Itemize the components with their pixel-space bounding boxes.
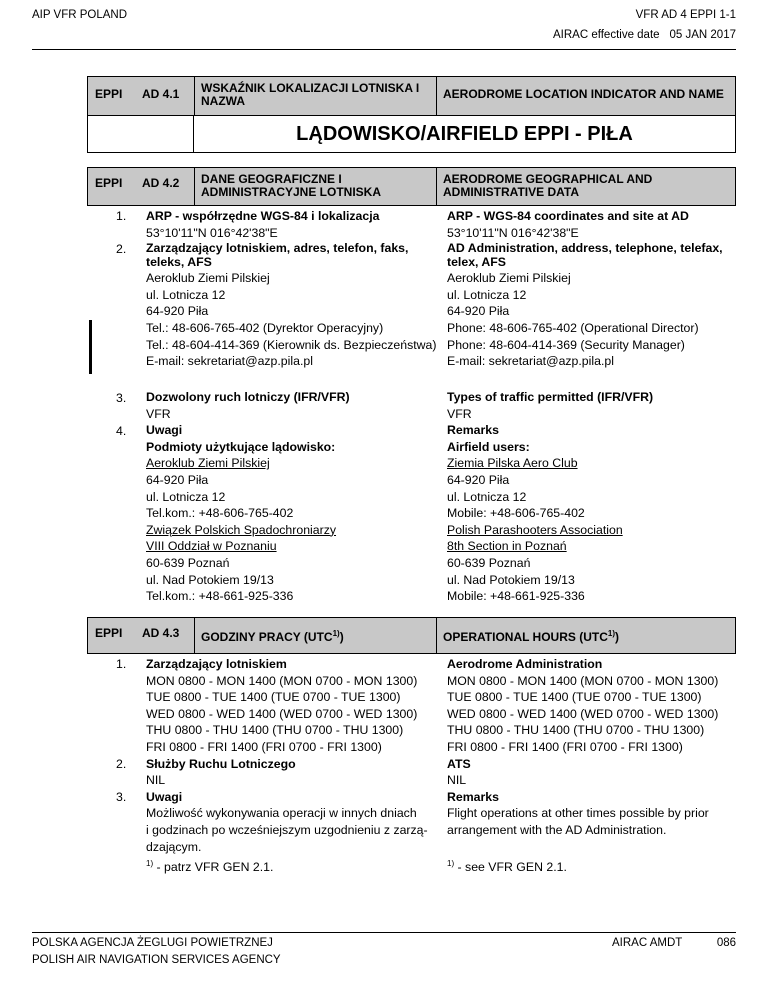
user-line-pl: 60-639 Poznań [146,555,230,570]
footnote-pl [146,859,428,876]
admin-line-pl: Aeroklub Ziemi Pilskiej [146,271,270,286]
item-number: 2. [116,757,127,771]
footer-agency-pl: POLSKA AGENCJA ŻEGLUGI POWIETRZNEJ [32,937,273,949]
arp-value-pl: 53°10'11"N 016°42'38"E [146,225,278,240]
sec43-title-en [436,618,735,653]
footnote-mark-en: 1) [447,859,455,869]
sec43-en-block [447,656,718,876]
airac-label: AIRAC effective date [553,29,660,41]
footer-amdt-number: 086 [716,937,736,949]
item-number: 1. [116,657,127,671]
ats-value-pl: NIL [146,773,166,788]
traffic-value-en: VFR [447,406,472,421]
item-number: 3. [116,790,127,804]
sec41-title-pl: WSKAŹNIK LOKALIZACJI LOTNISKA I NAZWA [194,77,436,115]
admin-line-en: Phone: 48-604-414-369 (Security Manager) [447,337,685,352]
sec42-title-pl: DANE GEOGRAFICZNE I ADMINISTRACYJNE LOTNISKA [194,168,436,205]
sec41-header [87,76,736,116]
sec42-title-en: AERODROME GEOGRAPHICAL AND ADMINISTRATIVE DATA [436,168,735,205]
traffic-value-pl: VFR [146,406,171,421]
hours-line-en: THU 0800 - THU 1400 (THU 0700 - THU 1300) [447,723,705,738]
user-line-en: ul. Nad Potokiem 19/13 [447,572,575,587]
admin-line-en: Aeroklub Ziemi Pilskiej [447,271,571,286]
header-rule [32,49,736,50]
sec42-pl-block1 [146,208,437,370]
hours-line-en: WED 0800 - WED 1400 (WED 0700 - WED 1300) [447,706,719,721]
ats-value-en: NIL [447,773,467,788]
remarks-line-pl: dzającym. [146,839,202,854]
admin-line-pl: 64-920 Piła [146,304,209,319]
remarks-line-pl: i godzinach po wcześniejszym uzgodnieniu z zarzą- [146,822,428,837]
sec43-pl-block [146,656,428,876]
hours-line-pl: TUE 0800 - TUE 1400 (TUE 0700 - TUE 1300) [146,690,401,705]
header-left: AIP VFR POLAND [32,9,128,21]
hours-line-pl: WED 0800 - WED 1400 (WED 0700 - WED 1300) [146,706,418,721]
sec43-title-en-text: OPERATIONAL HOURS (UTC [443,630,608,644]
admin-line-pl: ul. Lotnicza 12 [146,287,226,302]
sec42-header [87,167,736,206]
user-line-en: Polish Parashooters Association [447,522,623,537]
remarks-heading-en: Remarks [447,789,499,804]
sec43-code-cell [88,618,194,653]
user-line-pl: 64-920 Piła [146,472,209,487]
sec41-code-cell [88,77,194,115]
sec43-sup-en: 1) [607,629,616,638]
sec42-pl-block2 [146,389,350,605]
hours-line-pl: MON 0800 - MON 1400 (MON 0700 - MON 1300) [146,673,418,688]
footnote-text-pl: - patrz VFR GEN 2.1. [153,860,274,875]
hours-line-en: TUE 0800 - TUE 1400 (TUE 0700 - TUE 1300) [447,690,702,705]
arp-heading-pl: ARP - współrzędne WGS-84 i lokalizacja [146,209,380,223]
sec42-en-block2 [447,389,653,605]
sec43-sup-pl: 1) [332,629,340,638]
remarks-line-pl: Możliwość wykonywania operacji w innych dniach [146,806,417,821]
sec43-ref: AD 4.3 [142,626,180,640]
sec41-code: EPPI [95,87,123,101]
user-line-en: 64-920 Piła [447,472,510,487]
remarks-heading-pl: Uwagi [146,423,183,438]
footer-rule [32,932,736,933]
admin-line-pl: Tel.: 48-606-765-402 (Dyrektor Operacyjny) [146,320,384,335]
sec43-close-en: ) [615,630,620,644]
sec43-title-pl-text: GODZINY PRACY (UTC [201,630,333,644]
remarks-line-en: Flight operations at other times possible by prior [447,806,709,821]
footer-amdt: AIRAC AMDT [612,937,683,949]
admin-hours-heading-en: Aerodrome Administration [447,657,603,671]
airfield-name: LĄDOWISKO/AIRFIELD EPPI - PIŁA [296,123,633,145]
airfield-empty-cell [88,116,194,152]
arp-value-en: 53°10'11"N 016°42'38"E [447,225,579,240]
user-line-en: 8th Section in Poznań [447,539,567,554]
traffic-heading-en: Types of traffic permitted (IFR/VFR) [447,390,654,404]
sec43-header [87,617,736,654]
admin-heading-pl: Zarządzający lotniskiem, adres, telefon, faks, [146,241,409,256]
user-line-en: ul. Lotnicza 12 [447,489,527,504]
admin-heading-en: AD Administration, address, telephone, telefax, [447,241,723,256]
sec42-ref: AD 4.2 [142,176,180,190]
user-line-pl: Tel.kom.: +48-661-925-336 [146,589,294,604]
hours-line-en: MON 0800 - MON 1400 (MON 0700 - MON 1300) [447,673,719,688]
admin-line-en: Phone: 48-606-765-402 (Operational Director) [447,320,699,335]
footnote-mark-pl: 1) [146,859,154,869]
header-right: VFR AD 4 EPPI 1-1 [635,9,736,21]
sec42-code: EPPI [95,176,123,190]
user-line-en: Mobile: +48-606-765-402 [447,506,585,521]
user-line-pl: ul. Lotnicza 12 [146,489,226,504]
item-number: 1. [116,209,127,223]
admin-line-en: E-mail: sekretariat@azp.pila.pl [447,354,614,369]
arp-heading-en: ARP - WGS-84 coordinates and site at AD [447,209,689,223]
footer-agency-en: POLISH AIR NAVIGATION SERVICES AGENCY [32,954,281,966]
admin-line-en: ul. Lotnicza 12 [447,287,527,302]
ats-heading-pl: Służby Ruchu Lotniczego [146,756,296,771]
admin-line-en: 64-920 Piła [447,304,510,319]
user-line-pl: Związek Polskich Spadochroniarzy [146,522,337,537]
sec43-close-pl: ) [339,630,344,644]
user-line-pl: ul. Nad Potokiem 19/13 [146,572,274,587]
admin-heading-pl-2: teleks, AFS [146,255,212,270]
airfield-row [87,115,736,153]
footnote-text-en: - see VFR GEN 2.1. [454,860,567,875]
item-number: 4. [116,424,127,438]
user-line-pl: Tel.kom.: +48-606-765-402 [146,506,294,521]
change-bar [89,320,92,374]
sec43-title-pl [194,618,436,653]
sec43-code: EPPI [95,626,123,640]
sec42-en-block1 [447,208,723,370]
user-line-en: 60-639 Poznań [447,555,531,570]
footnote-en [447,859,718,876]
item-number: 3. [116,391,127,405]
ats-heading-en: ATS [447,756,471,771]
users-heading-en: Airfield users: [447,439,530,454]
user-line-en: Mobile: +48-661-925-336 [447,589,585,604]
admin-line-pl: Tel.: 48-604-414-369 (Kierownik ds. Bezpieczeństwa) [146,337,437,352]
item-number: 2. [116,242,127,256]
admin-heading-en-2: telex, AFS [447,255,506,270]
hours-line-pl: THU 0800 - THU 1400 (THU 0700 - THU 1300) [146,723,404,738]
admin-line-pl: E-mail: sekretariat@azp.pila.pl [146,354,313,369]
sec41-ref: AD 4.1 [142,87,180,101]
users-heading-pl: Podmioty użytkujące lądowisko: [146,439,336,454]
user-line-pl: Aeroklub Ziemi Pilskiej [146,456,270,471]
user-line-pl: VIII Oddział w Poznaniu [146,539,277,554]
sec41-title-en: AERODROME LOCATION INDICATOR AND NAME [436,77,735,115]
remarks-line-en: arrangement with the AD Administration. [447,822,667,837]
hours-line-en: FRI 0800 - FRI 1400 (FRI 0700 - FRI 1300) [447,739,683,754]
remarks-heading-en: Remarks [447,423,499,438]
sec42-code-cell [88,168,194,205]
airac-date: 05 JAN 2017 [669,29,736,41]
admin-hours-heading-pl: Zarządzający lotniskiem [146,657,287,671]
remarks-heading-pl: Uwagi [146,789,183,804]
hours-line-pl: FRI 0800 - FRI 1400 (FRI 0700 - FRI 1300) [146,739,382,754]
user-line-en: Ziemia Pilska Aero Club [447,456,578,471]
traffic-heading-pl: Dozwolony ruch lotniczy (IFR/VFR) [146,390,350,404]
